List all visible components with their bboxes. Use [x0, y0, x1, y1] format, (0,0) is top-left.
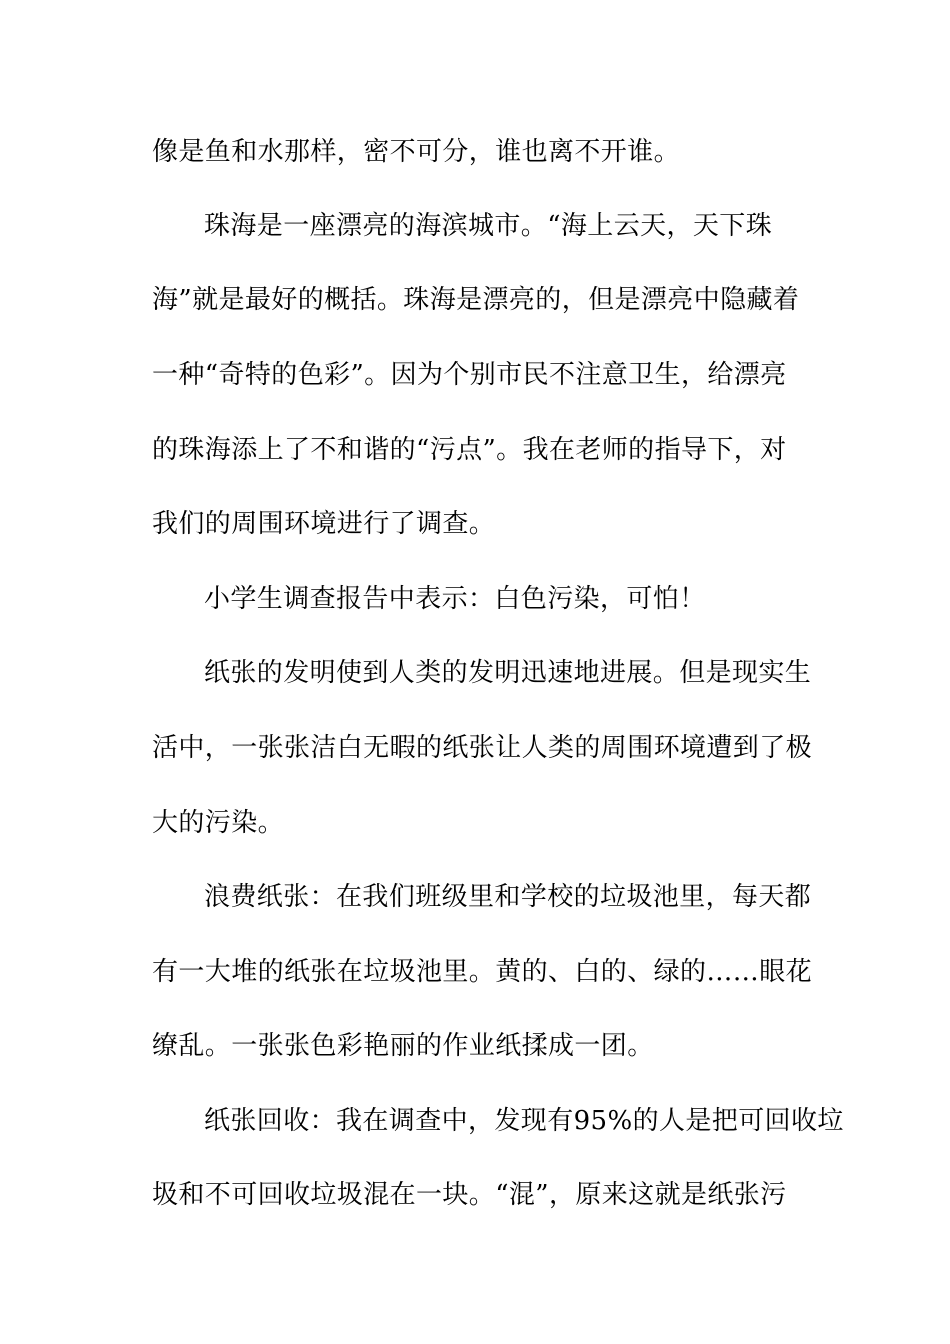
text-line: 圾和不可回收垃圾混在一块。“混”，原来这就是纸张污: [152, 1180, 787, 1210]
text-line: 的珠海添上了不和谐的“污点”。我在老师的指导下，对: [152, 435, 787, 465]
text-line: 缭乱。一张张色彩艳丽的作业纸揉成一团。: [152, 1031, 654, 1061]
paragraph-first-line: 小学生调查报告中表示：白色污染，可怕！: [204, 584, 706, 614]
paragraph-first-line: 珠海是一座漂亮的海滨城市。“海上云天，天下珠: [204, 211, 773, 241]
text-line: 我们的周围环境进行了调查。: [152, 509, 496, 539]
text-line: 海”就是最好的概括。珠海是漂亮的，但是漂亮中隐藏着: [152, 285, 800, 315]
text-line: 大的污染。: [152, 808, 285, 838]
text-line: 像是鱼和水那样，密不可分，谁也离不开谁。: [152, 137, 681, 167]
paragraph-first-line: 纸张回收：我在调查中，发现有95%的人是把可回收垃: [204, 1106, 844, 1136]
text-line: 一种“奇特的色彩”。因为个别市民不注意卫生，给漂亮: [152, 360, 787, 390]
paragraph-first-line: 纸张的发明使到人类的发明迅速地进展。但是现实生: [204, 658, 812, 688]
paragraph-first-line: 浪费纸张：在我们班级里和学校的垃圾池里，每天都: [204, 882, 812, 912]
text-line: 活中，一张张洁白无暇的纸张让人类的周围环境遭到了极: [152, 733, 813, 763]
text-line: 有一大堆的纸张在垃圾池里。黄的、白的、绿的……眼花: [152, 957, 813, 987]
